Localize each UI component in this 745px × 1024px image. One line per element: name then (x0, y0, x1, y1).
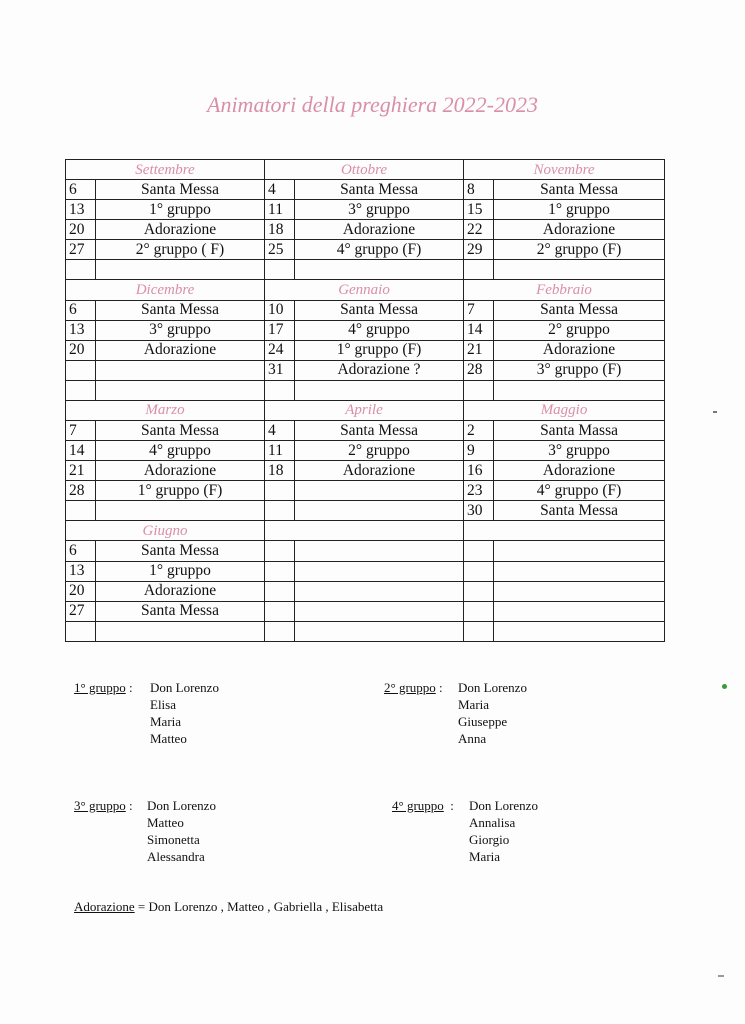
month-label: Febbraio (464, 280, 665, 300)
group-member: Giorgio (469, 832, 510, 847)
date-cell (464, 621, 494, 641)
date-cell (464, 541, 494, 561)
activity-cell: Adorazione (295, 220, 464, 240)
date-cell: 29 (464, 240, 494, 260)
activity-cell (494, 621, 665, 641)
activity-cell: Adorazione (494, 461, 665, 481)
activity-cell: Santa Messa (96, 421, 265, 441)
date-cell: 10 (265, 300, 295, 320)
schedule-row (66, 601, 665, 621)
activity-cell: Santa Messa (96, 541, 265, 561)
activity-cell: 1° gruppo (F) (295, 340, 464, 360)
date-cell: 27 (66, 601, 96, 621)
month-label: Settembre (66, 160, 265, 180)
activity-cell: Santa Messa (96, 180, 265, 200)
month-label: Gennaio (265, 280, 464, 300)
date-cell: 16 (464, 461, 494, 481)
month-label (265, 521, 464, 541)
activity-cell: Adorazione (96, 581, 265, 601)
month-label: Aprile (265, 400, 464, 420)
date-cell (265, 481, 295, 501)
activity-cell: 4° gruppo (F) (494, 481, 665, 501)
date-cell: 9 (464, 441, 494, 461)
date-cell: 24 (265, 340, 295, 360)
group-separator: : (435, 680, 443, 695)
date-cell: 23 (464, 481, 494, 501)
activity-cell: Adorazione ? (295, 360, 464, 380)
schedule-row (66, 300, 665, 320)
activity-cell (96, 501, 265, 521)
group-separator: : (125, 798, 133, 813)
group-member: Don Lorenzo (147, 798, 216, 813)
date-cell: 11 (265, 200, 295, 220)
schedule-row (66, 340, 665, 360)
activity-cell (494, 561, 665, 581)
schedule-row (66, 260, 665, 280)
date-cell: 30 (464, 501, 494, 521)
month-label: Dicembre (66, 280, 265, 300)
activity-cell (494, 260, 665, 280)
date-cell: 25 (265, 240, 295, 260)
date-cell (66, 260, 96, 280)
activity-cell: 2° gruppo ( F) (96, 240, 265, 260)
date-cell (464, 561, 494, 581)
activity-cell: 2° gruppo (494, 320, 665, 340)
activity-cell: Santa Messa (295, 421, 464, 441)
date-cell (265, 561, 295, 581)
month-header-row (66, 521, 665, 541)
group-member: Don Lorenzo (458, 680, 527, 695)
activity-cell (96, 360, 265, 380)
activity-cell: 1° gruppo (96, 561, 265, 581)
date-cell (265, 541, 295, 561)
date-cell: 13 (66, 200, 96, 220)
page-title: Animatori della preghiera 2022-2023 (207, 92, 538, 117)
month-label: Giugno (66, 521, 265, 541)
activity-cell (295, 260, 464, 280)
date-cell: 14 (464, 320, 494, 340)
activity-cell: Adorazione (96, 340, 265, 360)
activity-cell (295, 561, 464, 581)
activity-cell (494, 601, 665, 621)
activity-cell: 2° gruppo (F) (494, 240, 665, 260)
activity-cell: 1° gruppo (96, 200, 265, 220)
activity-cell (494, 541, 665, 561)
activity-cell: Santa Messa (295, 180, 464, 200)
month-label: Marzo (66, 400, 265, 420)
activity-cell (96, 621, 265, 641)
month-label: Maggio (464, 400, 665, 420)
date-cell: 7 (66, 421, 96, 441)
activity-cell: Santa Messa (494, 501, 665, 521)
date-cell (66, 501, 96, 521)
group-member: Don Lorenzo (469, 798, 538, 813)
group-member: Elisa (150, 697, 176, 712)
group-separator: : (125, 680, 133, 695)
date-cell: 13 (66, 561, 96, 581)
date-cell (66, 380, 96, 400)
group-label: 2° gruppo (384, 680, 436, 695)
adorazione-note (74, 899, 383, 915)
month-header-row (66, 400, 665, 420)
schedule-row (66, 360, 665, 380)
date-cell: 28 (66, 481, 96, 501)
activity-cell: Santa Messa (96, 300, 265, 320)
schedule-row (66, 461, 665, 481)
group-member: Maria (150, 714, 182, 729)
month-label (464, 521, 665, 541)
schedule-row (66, 421, 665, 441)
date-cell: 20 (66, 581, 96, 601)
date-cell: 15 (464, 200, 494, 220)
activity-cell: 4° gruppo (F) (295, 240, 464, 260)
date-cell (265, 621, 295, 641)
schedule-row (66, 200, 665, 220)
date-cell (265, 581, 295, 601)
date-cell (464, 581, 494, 601)
month-label: Ottobre (265, 160, 464, 180)
schedule-row (66, 180, 665, 200)
date-cell (265, 601, 295, 621)
activity-cell: Adorazione (96, 461, 265, 481)
schedule-table (65, 159, 665, 642)
group-member: Don Lorenzo (150, 680, 219, 695)
date-cell: 20 (66, 220, 96, 240)
date-cell (464, 260, 494, 280)
month-header-row (66, 160, 665, 180)
activity-cell: 1° gruppo (494, 200, 665, 220)
scan-speck (722, 684, 727, 689)
schedule-row (66, 501, 665, 521)
activity-cell: 2° gruppo (295, 441, 464, 461)
activity-cell (295, 581, 464, 601)
activity-cell: 3° gruppo (494, 441, 665, 461)
group-member: Matteo (147, 815, 184, 830)
group-label: 3° gruppo (74, 798, 126, 813)
date-cell: 21 (464, 340, 494, 360)
activity-cell: 1° gruppo (F) (96, 481, 265, 501)
activity-cell: Santa Messa (494, 180, 665, 200)
scan-speck (713, 411, 717, 413)
activity-cell (295, 380, 464, 400)
date-cell: 18 (265, 220, 295, 240)
date-cell (66, 621, 96, 641)
schedule-row (66, 621, 665, 641)
date-cell: 4 (265, 421, 295, 441)
date-cell: 8 (464, 180, 494, 200)
activity-cell (295, 601, 464, 621)
activity-cell (494, 581, 665, 601)
group-member: Maria (469, 849, 501, 864)
group-separator: : (443, 798, 454, 813)
schedule-row (66, 581, 665, 601)
date-cell: 28 (464, 360, 494, 380)
schedule-row (66, 380, 665, 400)
activity-cell: Adorazione (295, 461, 464, 481)
schedule-row (66, 481, 665, 501)
schedule-row (66, 220, 665, 240)
group-member: Alessandra (147, 849, 205, 864)
activity-cell (295, 621, 464, 641)
activity-cell: Santa Messa (295, 300, 464, 320)
activity-cell: Santa Massa (494, 421, 665, 441)
activity-cell: Adorazione (494, 220, 665, 240)
date-cell: 6 (66, 300, 96, 320)
date-cell: 11 (265, 441, 295, 461)
group-member: Annalisa (469, 815, 516, 830)
date-cell (265, 380, 295, 400)
activity-cell: 3° gruppo (96, 320, 265, 340)
group-label: 4° gruppo (392, 798, 444, 813)
date-cell: 22 (464, 220, 494, 240)
activity-cell: 4° gruppo (295, 320, 464, 340)
date-cell (265, 260, 295, 280)
activity-cell: 3° gruppo (295, 200, 464, 220)
schedule-row (66, 441, 665, 461)
date-cell: 31 (265, 360, 295, 380)
activity-cell: Santa Messa (494, 300, 665, 320)
date-cell: 7 (464, 300, 494, 320)
activity-cell (494, 380, 665, 400)
activity-cell: Santa Messa (96, 601, 265, 621)
month-header-row (66, 280, 665, 300)
activity-cell: Adorazione (494, 340, 665, 360)
date-cell: 13 (66, 320, 96, 340)
group-member: Matteo (150, 731, 187, 746)
schedule-row (66, 320, 665, 340)
activity-cell (295, 481, 464, 501)
date-cell: 17 (265, 320, 295, 340)
group-member: Giuseppe (458, 714, 508, 729)
group-member: Anna (458, 731, 487, 746)
schedule-row (66, 240, 665, 260)
date-cell: 2 (464, 421, 494, 441)
activity-cell: Adorazione (96, 220, 265, 240)
date-cell (66, 360, 96, 380)
date-cell: 21 (66, 461, 96, 481)
group-label: 1° gruppo (74, 680, 126, 695)
activity-cell (96, 380, 265, 400)
month-label: Novembre (464, 160, 665, 180)
date-cell: 6 (66, 541, 96, 561)
activity-cell: 4° gruppo (96, 441, 265, 461)
activity-cell (295, 501, 464, 521)
schedule-row (66, 561, 665, 581)
date-cell: 4 (265, 180, 295, 200)
scan-speck (718, 975, 724, 977)
group-member: Maria (458, 697, 490, 712)
schedule-row (66, 541, 665, 561)
date-cell (464, 380, 494, 400)
adorazione-label: Adorazione (74, 899, 135, 914)
date-cell: 14 (66, 441, 96, 461)
adorazione-members: = Don Lorenzo , Matteo , Gabriella , Elisabetta (134, 899, 384, 914)
date-cell: 20 (66, 340, 96, 360)
date-cell (265, 501, 295, 521)
activity-cell: 3° gruppo (F) (494, 360, 665, 380)
group-member: Simonetta (147, 832, 200, 847)
date-cell: 18 (265, 461, 295, 481)
date-cell (464, 601, 494, 621)
date-cell: 6 (66, 180, 96, 200)
activity-cell (96, 260, 265, 280)
date-cell: 27 (66, 240, 96, 260)
activity-cell (295, 541, 464, 561)
